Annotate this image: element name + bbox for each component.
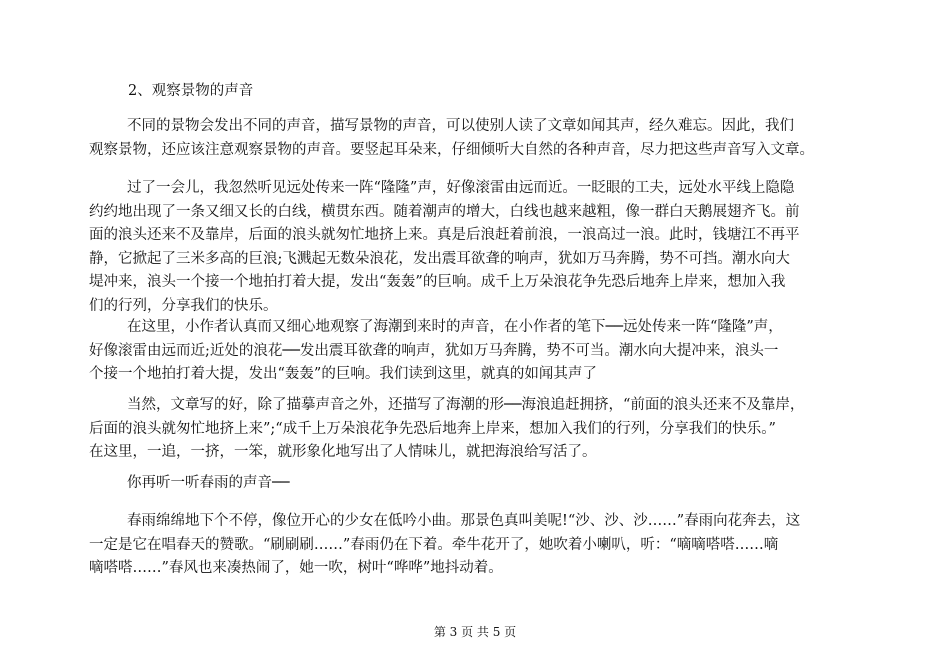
paragraph-line: 在这里，一追，一挤，一笨，就形象化地写出了人情味儿，就把海浪给写活了。 <box>89 444 597 460</box>
paragraph-line: 好像滚雷由远而近;近处的浪花──发出震耳欲聋的响声，犹如万马奔腾，势不可当。潮水向大提冲来，浪头一 <box>89 342 779 359</box>
paragraph-6 <box>89 510 889 581</box>
paragraph-line: 在这里，小作者认真而又细心地观察了海潮到来时的声音，在小作者的笔下──远处传来一阵“隆隆”声， <box>127 319 783 335</box>
paragraph-line: 后面的浪头就匆忙地挤上来”;“成千上万朵浪花争先恐后地奔上岸来，想加入我们的行列，分享我们的快乐。” <box>89 420 776 437</box>
paragraph-5 <box>89 472 889 496</box>
paragraph-4 <box>89 394 889 465</box>
paragraph-line: 观察景物，还应该注意观察景物的声音。要竖起耳朵来，仔细倾听大自然的各种声音，尽力把这些声音写入文章。 <box>89 141 814 158</box>
paragraph-line: 约约地出现了一条又细又长的白线，横贯东西。随着潮声的增大，白线也越来越粗，像一群白天鹅展翅齐飞。前 <box>89 203 800 220</box>
paragraph-line: 们的行列，分享我们的快乐。 <box>89 297 278 314</box>
paragraph-line: 嘀嗒嗒……”春风也来凑热闹了，她一吹，树叶“哗哗”地抖动着。 <box>89 560 503 576</box>
paragraph-line: 过了一会儿，我忽然听见远处传来一阵“隆隆”声，好像滚雷由远而近。一眨眼的工夫，远处水平线上隐隐 <box>127 180 795 196</box>
paragraph-3 <box>89 316 889 387</box>
paragraph-line: 一定是它在唱春天的赞歌。“刷刷刷……”春雨仍在下着。牵牛花开了，她吹着小喇叭，听：“嘀嘀嗒嗒……嘀 <box>89 536 779 553</box>
paragraph-line: 你再听一听春雨的声音── <box>127 475 290 491</box>
paragraph-line: 面的浪头还来不及靠岸，后面的浪头就匆忙地挤上来。真是后浪赶着前浪，一浪高过一浪。此时，钱塘江不再平 <box>89 227 800 243</box>
paragraph-line: 个接一个地拍打着大提，发出“轰轰”的巨响。我们读到这里，就真的如闻其声了 <box>89 366 597 382</box>
paragraph-2 <box>89 177 889 318</box>
page-footer: 第 3 页 共 5 页 <box>433 625 517 639</box>
paragraph-line: 不同的景物会发出不同的声音，描写景物的声音，可以使别人读了文章如闻其声，经久难忘。因此，我们 <box>127 118 794 134</box>
paragraph-1 <box>89 115 889 162</box>
section-heading: 2、观察景物的声音 <box>128 83 254 99</box>
paragraph-line: 堤冲来，浪头一个接一个地拍打着大提，发出“轰轰”的巨响。成千上万朵浪花争先恐后地奔上岸来，想加入我 <box>89 274 786 290</box>
paragraph-line: 春雨绵绵地下个不停，像位开心的少女在低吟小曲。那景色真叫美呢!“沙、沙、沙……”春雨向花奔去，这 <box>127 513 801 529</box>
paragraph-line: 当然，文章写的好，除了描摹声音之外，还描写了海潮的形──海浪追赶拥挤，“前面的浪头还来不及靠岸， <box>127 397 805 413</box>
paragraph-line: 静，它掀起了三米多高的巨浪;飞溅起无数朵浪花，发出震耳欲聋的响声，犹如万马奔腾，势不可挡。潮水向大 <box>89 250 790 267</box>
